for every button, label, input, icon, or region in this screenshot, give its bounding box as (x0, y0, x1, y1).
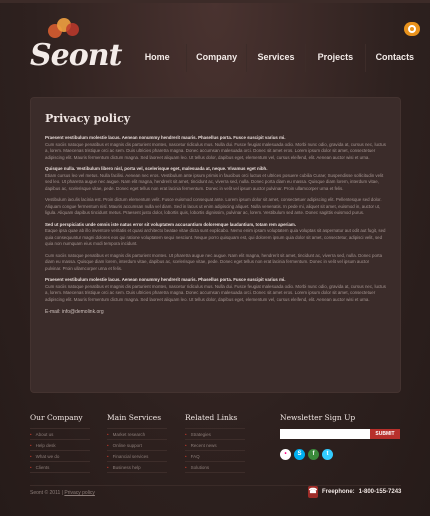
twitter-icon[interactable]: t (322, 449, 333, 460)
footer-link[interactable]: • Help desk (30, 440, 90, 451)
paragraph (45, 197, 386, 217)
facebook-icon[interactable]: f (308, 449, 319, 460)
paragraph-body: Cum sociis natoque penatibus et magnis dis parturient montes, nascetur ridiculus mus. Nulla dui. Fusce feugiat malesuada odio. Morbi nunc odio, gravida at, cursus nec, luctus a, lorem. Maecenas tristique orci ac sem. Duis ultricies pharetra magna. Donec accumsan malesuada orci. Donec sit amet eros. Lorem ipsum dolor sit amet, consectetuer adipiscing elit. Mauris fermentum dictum magna. Sed laoreet aliquam leo. Ut tellus dolor, dapibus eget, elementum vel, cursus eleifend, elit. Aenean auctor wisi et urna. (45, 141, 386, 160)
paragraph-lead: Praesent vestibulum molestie lacus. Aenean nonummy hendrerit mauris. Phasellus porta. Fusce suscipit varius mi. (45, 135, 286, 140)
footer-heading: Related Links (185, 413, 238, 422)
social-links (280, 449, 333, 460)
main-nav (128, 44, 424, 72)
footer-link[interactable]: • Market research (107, 429, 167, 440)
paragraph-body: Vestibulum iaculis lacinia est. Proin dictum elementum velit. Fusce euismod consequat ante. Lorem ipsum dolor sit amet, consectetuer adipiscing elit. Pellentesque sed dolor. Aliquam congue fermentum nisl. Mauris accumsan nulla vel diam. Sed in lacus ut enim adipiscing aliquet. Nulla venenatis. In pede mi, aliquet sit amet, euismod in, auctor ut, ligula. Aliquam dapibus tincidunt metus. Praesent justo dolor, lobortis quis, lobortis dignissim, pulvinar ac, lorem. Vestibulum sed ante. Donec sagittis euismod purus. (45, 197, 382, 215)
footer-main-services (107, 413, 167, 473)
privacy-policy-link[interactable]: Privacy policy (64, 490, 95, 496)
copyright (30, 490, 95, 496)
paragraph-body: Cum sociis natoque penatibus et magnis dis parturient montes, nascetur ridiculus mus. Nulla dui. Fusce feugiat malesuada odio. Morbi nunc odio, gravida at, cursus nec, luctus a, lorem. Maecenas tristique orci ac sem. Duis ultricies pharetra magna. Donec accumsan malesuada orci. Donec sit amet eros. Lorem ipsum dolor sit amet, consectetuer adipiscing elit. Mauris fermentum dictum magna. Sed laoreet aliquam leo. Ut tellus dolor, dapibus eget, elementum vel, cursus eleifend, elit. Aenean auctor wisi et urna. (45, 283, 386, 302)
freephone-number: 1-800-155-7243 (358, 489, 402, 495)
footer-link[interactable]: • What we do (30, 451, 90, 462)
logo-text: Seont (30, 38, 122, 73)
page-title: Privacy policy (45, 112, 131, 125)
footer-link[interactable]: • About us (30, 429, 90, 440)
footer-link[interactable]: • Business help (107, 462, 167, 473)
footer-link[interactable]: • Solutions (185, 462, 245, 473)
top-strip (0, 0, 430, 3)
nav-services[interactable]: Services (246, 44, 305, 72)
newsletter-email-input[interactable] (280, 429, 370, 439)
newsletter-submit-button[interactable]: SUBMIT (370, 429, 400, 439)
footer-related-links (185, 413, 245, 473)
skype-icon[interactable]: S (294, 449, 305, 460)
footer-link[interactable]: • Financial services (107, 451, 167, 462)
phone-icon: ☎ (308, 486, 318, 498)
contact-email[interactable]: E-mail: info@demolink.org (45, 309, 104, 315)
paragraph-lead: Sed ut perspiciatis unde omnis iste natus error sit voluptatem accusantium doloremque laudantium, totam rem aperiam. (45, 221, 297, 227)
footer (30, 413, 401, 483)
content-panel (30, 97, 401, 393)
search-icon[interactable] (404, 22, 420, 36)
footer-newsletter (280, 413, 401, 473)
paragraph (45, 135, 386, 161)
footer-heading: Main Services (107, 413, 162, 422)
footer-our-company (30, 413, 90, 473)
footer-link[interactable]: • Online support (107, 440, 167, 451)
paragraph-lead: Praesent vestibulum molestie lacus. Aenean nonummy hendrerit mauris. Phasellus porta. Fusce suscipit varius mi. (45, 277, 286, 282)
freephone (308, 486, 401, 498)
flickr-icon[interactable]: • (280, 449, 291, 460)
paragraph (45, 277, 386, 303)
nav-home[interactable]: Home (144, 52, 170, 62)
footer-link[interactable]: • Strategies (185, 429, 245, 440)
footer-link[interactable]: • Clients (30, 462, 90, 473)
paragraph-lead: Quisque nulla. Vestibulum libero nisl, porta vel, scelerisque eget, malesuada at, neque. Vivamus eget nibh. (45, 166, 268, 171)
logo[interactable] (30, 18, 120, 72)
paragraph-body: Etiam cursus leo vel metus. Nulla facilisi. Aenean nec eros. Vestibulum ante ipsum primis in faucibus orci luctus et ultrices posuere cubilia Curae; Suspendisse sollicitudin velit sed leo. Ut pharetra augue nec augue. Nam elit magna, hendrerit sit amet, tincidunt ac, viverra sed, nulla. Donec porta diam eu massa. Quisque diam lorem, interdum vitae, dapibus ac, scelerisque vitae, pede. Donec eget tellus non erat lacinia fermentum. Donec in velit vel ipsum auctor pulvinar. Proin ullamcorper urna et felis. (45, 172, 384, 191)
footer-heading: Newsletter Sign Up (280, 413, 356, 422)
nav-projects[interactable]: Projects (305, 44, 364, 72)
copyright-text: Seont © 2011 | (30, 490, 63, 496)
paragraph-body: Eaque ipsa quae ab illo inventore veritatis et quasi architecto beatae vitae dicta sunt explicabo. Nemo enim ipsam voluptatem quia voluptas sit aspernatur aut odit aut fugit, sed quia consequuntur magni dolores eos qui ratione voluptatem sequi nesciunt. Neque porro quisquam est, qui dolorem ipsum quia dolor sit amet, consectetur, adipisci velit, sed quia non numquam eius modi tempora incidunt. (45, 228, 386, 246)
nav-contacts[interactable]: Contacts (365, 44, 424, 72)
paragraph (45, 253, 386, 273)
paragraph (45, 166, 386, 192)
paragraph-body: Cum sociis natoque penatibus et magnis dis parturient montes. Ut pharetra augue nec augue. Nam elit magna, hendrerit sit amet, tincidunt ac, viverra sed, nulla. Donec porta diam eu massa. Quisque diam lorem, interdum vitae, dapibus ac, scelerisque vitae, pede. Donec eget tellus non erat lacinia fermentum. Donec in velit vel ipsum auctor pulvinar. Proin ullamcorper urna et felis. (45, 252, 383, 271)
paragraph (45, 222, 386, 248)
footer-link[interactable]: • Recent news (185, 440, 245, 451)
footer-heading: Our Company (30, 413, 83, 422)
nav-company[interactable]: Company (186, 44, 245, 72)
freephone-label: Freephone: (322, 489, 355, 495)
footer-link[interactable]: • FAQ (185, 451, 245, 462)
